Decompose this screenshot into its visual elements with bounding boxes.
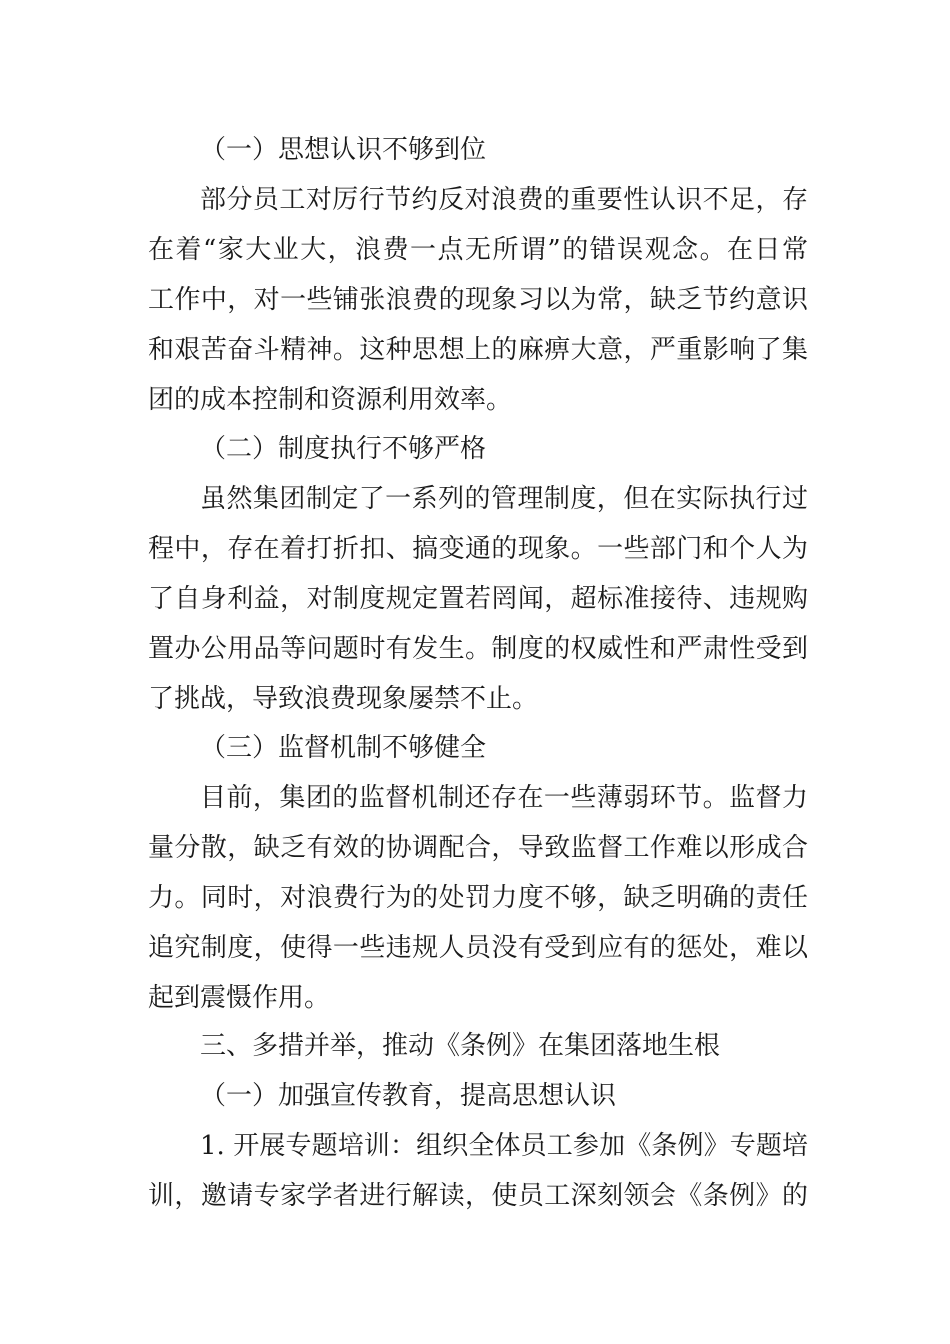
section-heading-2: （二）制度执行不够严格 bbox=[200, 434, 487, 464]
paragraph-line: 追究制度，使得一些违规人员没有受到应有的惩处，难以 bbox=[148, 933, 808, 963]
paragraph-line: 量分散，缺乏有效的协调配合，导致监督工作难以形成合 bbox=[148, 833, 808, 863]
section-heading-3-1: （一）加强宣传教育，提高思想认识 bbox=[200, 1081, 617, 1111]
paragraph-line: 目前，集团的监督机制还存在一些薄弱环节。监督力 bbox=[200, 783, 808, 813]
paragraph-line: 程中，存在着打折扣、搞变通的现象。一些部门和个人为 bbox=[148, 534, 808, 564]
paragraph-line: 团的成本控制和资源利用效率。 bbox=[148, 385, 513, 415]
paragraph-line: 虽然集团制定了一系列的管理制度，但在实际执行过 bbox=[200, 484, 808, 514]
paragraph-line: 在着“家大业大，浪费一点无所谓”的错误观念。在日常 bbox=[148, 235, 808, 265]
paragraph-line: 部分员工对厉行节约反对浪费的重要性认识不足，存 bbox=[200, 185, 808, 215]
chapter-heading-3: 三、多措并举，推动《条例》在集团落地生根 bbox=[200, 1031, 721, 1061]
paragraph-line: 了自身利益，对制度规定置若罔闻，超标准接待、违规购 bbox=[148, 584, 808, 614]
list-item-line: 1. 开展专题培训：组织全体员工参加《条例》专题培 bbox=[200, 1131, 808, 1161]
paragraph-line: 起到震慑作用。 bbox=[148, 983, 331, 1013]
paragraph-line: 和艰苦奋斗精神。这种思想上的麻痹大意，严重影响了集 bbox=[148, 335, 808, 365]
paragraph-line: 了挑战，导致浪费现象屡禁不止。 bbox=[148, 684, 539, 714]
paragraph-line: 置办公用品等问题时有发生。制度的权威性和严肃性受到 bbox=[148, 634, 808, 664]
section-heading-1: （一）思想认识不够到位 bbox=[200, 135, 487, 165]
paragraph-line: 力。同时，对浪费行为的处罚力度不够，缺乏明确的责任 bbox=[148, 883, 808, 913]
paragraph-line: 工作中，对一些铺张浪费的现象习以为常，缺乏节约意识 bbox=[148, 285, 808, 315]
section-heading-3: （三）监督机制不够健全 bbox=[200, 733, 487, 763]
list-item-line: 训，邀请专家学者进行解读，使员工深刻领会《条例》的 bbox=[148, 1181, 808, 1211]
